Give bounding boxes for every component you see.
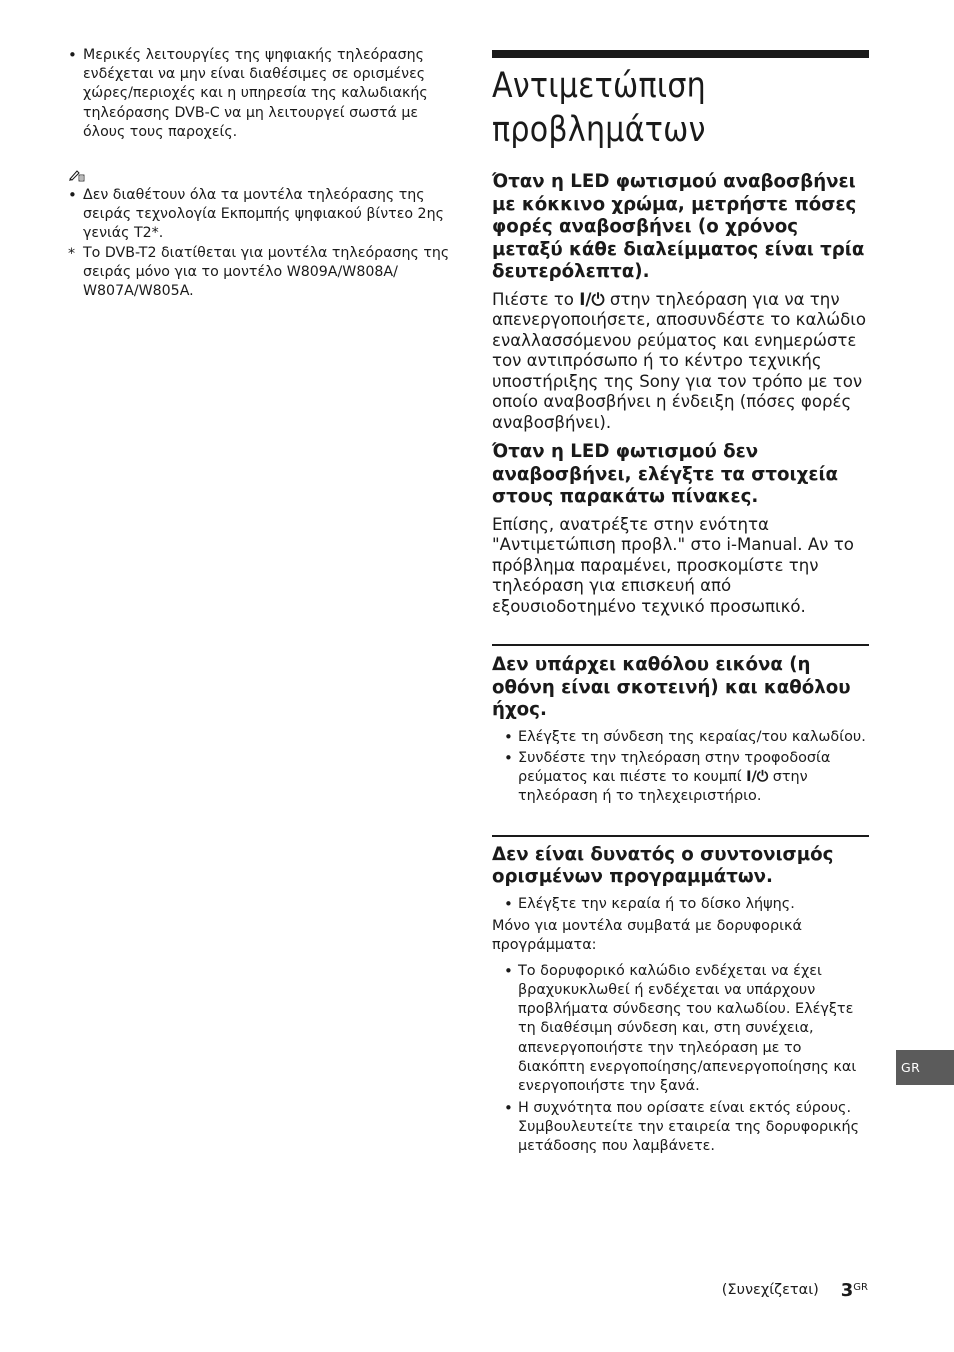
list-item: • Μερικές λειτουργίες της ψηφιακής τηλεόρασης ενδέχεται να μην είναι διαθέσιμες σε ορισμένες χώρες/περιοχές και η υπηρεσία της καλωδιακής τηλεόρασης DVB-C να μη λειτουργεί σωστά με όλους τους παροχείς. (68, 46, 453, 142)
list-item: • Ελέγξτε τη σύνδεση της κεραίας/του καλωδίου. (492, 728, 869, 747)
list-item-text: στην τηλεόραση ή το τηλεχειριστήριο. (518, 769, 808, 805)
continued-label: (Συνεχίζεται) (721, 1282, 819, 1298)
page-title-line-1: Αντιμετώπιση (492, 66, 707, 106)
section-divider (492, 644, 869, 646)
power-icon: I/⏻ (579, 289, 605, 309)
paragraph-text: Πιέστε το (492, 289, 580, 309)
footnote: * Το DVB-T2 διατίθεται για μοντέλα τηλεόρασης της σειράς μόνο για το μοντέλο W809A/W808A/ W807A/W805A. (68, 244, 453, 302)
page-footer (722, 1280, 868, 1301)
no-picture-heading: Δεν υπάρχει καθόλου εικόνα (η οθόνη είναι σκοτεινή) και καθόλου ήχος. (492, 654, 851, 720)
title-rule (492, 50, 869, 58)
paragraph-text: στην τηλεόραση για να την απενεργοποιήσετε, αποσυνδέστε το καλώδιο εναλλασσόμενου ρεύματος και ενημερώστε τον αντιπρόσωπο ή το κέντρο τεχνικής υποστήριξης της Sony για τον τρόπο με τον οποίο αναβοσβήνει η ένδειξη (πόσες φορές αναβοσβήνει). (492, 289, 867, 432)
power-icon: I/⏻ (746, 769, 769, 786)
right-column (492, 50, 869, 1157)
led-blinking-paragraph (492, 290, 869, 434)
list-item-text: Συνδέστε την τηλεόραση στην τροφοδοσία ρεύματος και πιέστε το κουμπί (518, 749, 831, 786)
list-item: • Η συχνότητα που ορίσατε είναι εκτός εύρους. Συμβουλευτείτε την εταιρεία της δορυφορικής μετάδοσης που λαμβάνετε. (492, 1099, 869, 1157)
led-blinking-heading: Όταν η LED φωτισμού αναβοσβήνει με κόκκινο χρώμα, μετρήστε πόσες φορές αναβοσβήνει (ο χρόνος μεταξύ κάθε διαλείμματος είναι τρία δευτερόλεπτα). (492, 171, 865, 282)
led-not-blinking-paragraph: Επίσης, ανατρέξτε στην ενότητα "Αντιμετώπιση προβλ." στο i-Manual. Αν το πρόβλημα παραμένει, προσκομίστε την τηλεόραση για επισκευή από εξουσιοδοτημένο τεχνικό προσωπικό. (492, 514, 854, 616)
pencil-note-icon-graphic (68, 168, 86, 182)
section-divider (492, 835, 869, 837)
list-item: • Το δορυφορικό καλώδιο ενδέχεται να έχει βραχυκυκλωθεί ή ενδέχεται να υπάρχουν προβλήματα σύνδεσης του καλωδίου. Ελέγξτε τη διαθέσιμη σύνδεση και, στη συνέχεια, απενεργοποιήστε την τηλεόραση με το διακόπτη ενεργοποίησης/απενεργοποίησης και ενεργοποιήστε την ξανά. (492, 962, 869, 1097)
left-column (68, 46, 453, 301)
language-tab: GR (896, 1050, 954, 1085)
led-not-blinking-heading: Όταν η LED φωτισμού δεν αναβοσβήνει, ελέγξτε τα στοιχεία στους παρακάτω πίνακες. (492, 441, 839, 507)
page-number-suffix: GR (853, 1282, 868, 1294)
list-item: • Ελέγξτε την κεραία ή το δίσκο λήψης. (492, 895, 869, 914)
page-title (492, 64, 816, 152)
page-number: 3 (840, 1280, 854, 1301)
list-item: • Δεν διαθέτουν όλα τα μοντέλα τηλεόρασης της σειράς τεχνολογία Εκπομπής ψηφιακού βίντεο 2ης γενιάς T2*. (68, 186, 453, 244)
satellite-intro: Μόνο για μοντέλα συμβατά με δορυφορικά προγράμματα: (492, 917, 802, 954)
list-item (492, 749, 869, 807)
tuning-heading: Δεν είναι δυνατός ο συντονισμός ορισμένων προγραμμάτων. (492, 843, 834, 888)
page-title-line-2: προβλημάτων (492, 110, 706, 150)
pencil-note-icon (68, 168, 86, 186)
